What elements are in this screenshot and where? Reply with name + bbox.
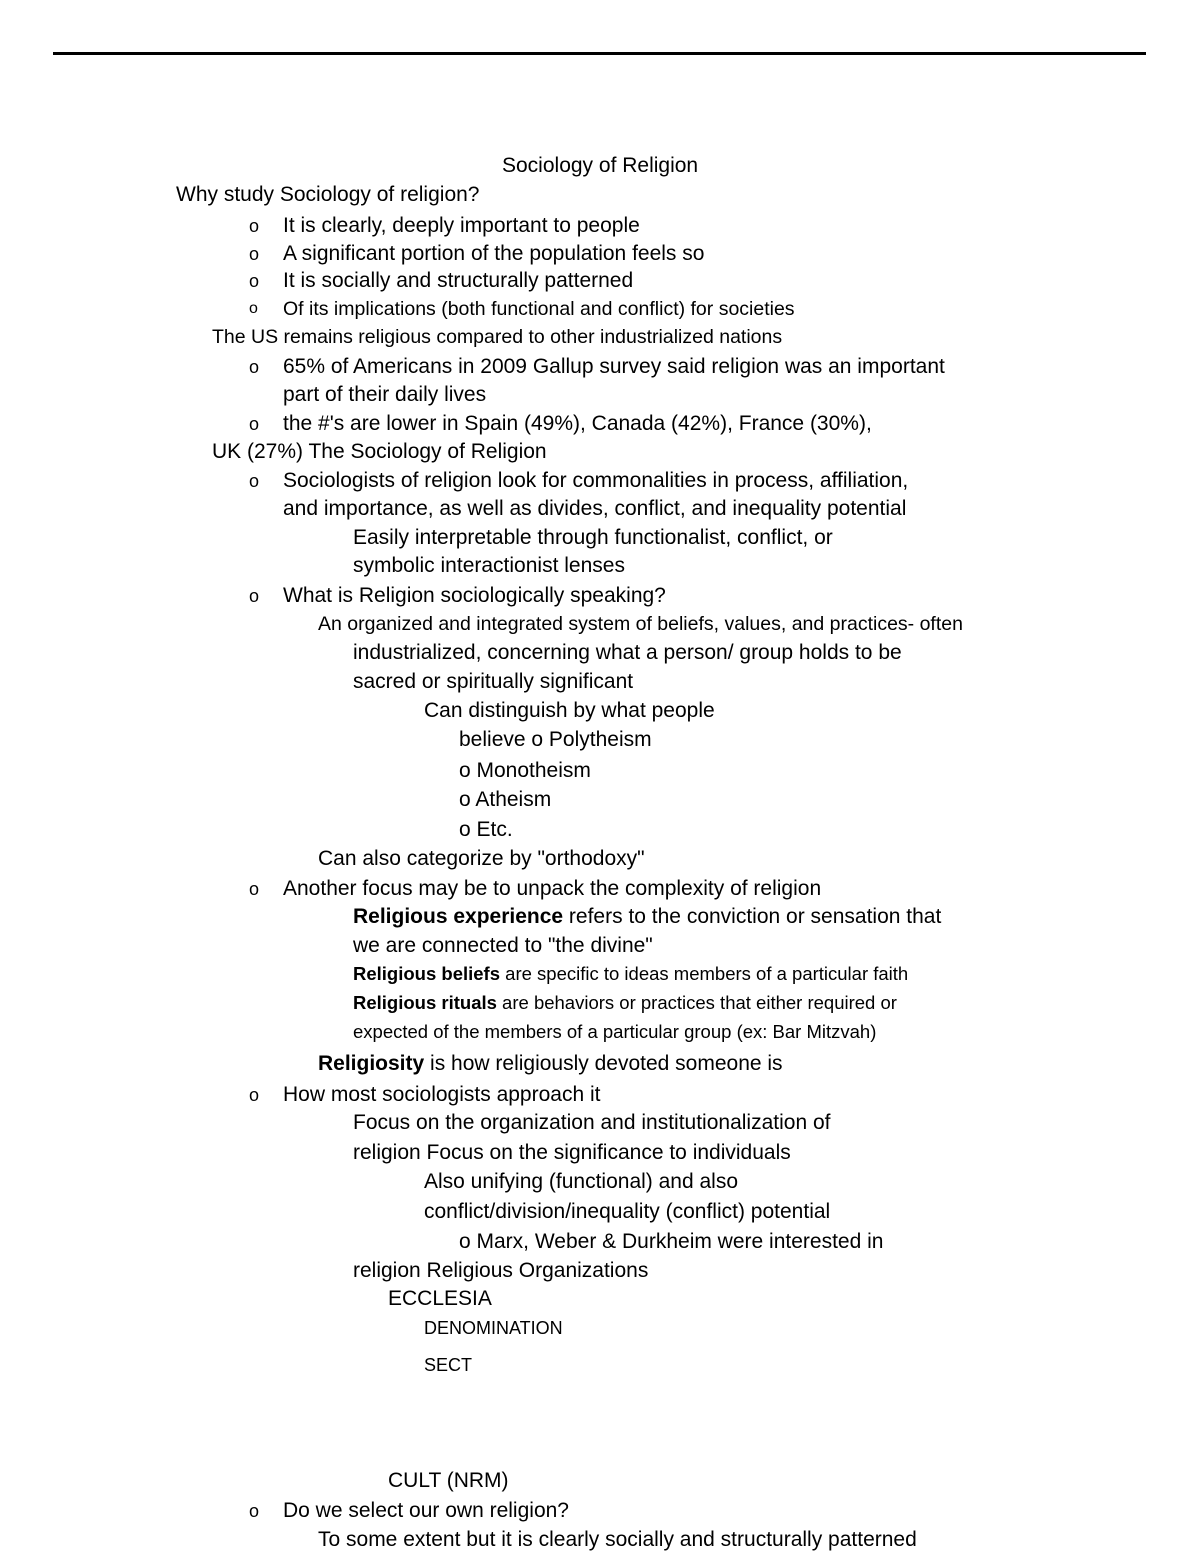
bullet-marker: o xyxy=(249,216,260,236)
list-item: Do we select our own religion? xyxy=(283,1499,569,1522)
bullet-marker: o xyxy=(249,244,260,264)
list-item: A significant portion of the population feels so xyxy=(283,242,705,265)
text-line: o Marx, Weber & Durkheim were interested in xyxy=(459,1230,884,1253)
text-line: religion Focus on the significance to individuals xyxy=(353,1141,791,1164)
text-line: conflict/division/inequality (conflict) potential xyxy=(424,1200,831,1223)
text-line: believe o Polytheism xyxy=(459,728,652,751)
text-line: religion Religious Organizations xyxy=(353,1259,649,1282)
list-item: It is clearly, deeply important to people xyxy=(283,214,640,237)
definition-text: refers to the conviction or sensation that xyxy=(563,905,942,928)
term: Religious beliefs xyxy=(353,963,501,984)
text-line: part of their daily lives xyxy=(283,383,487,406)
bullet-marker: o xyxy=(249,471,260,491)
definition-text: is how religiously devoted someone is xyxy=(424,1052,783,1075)
text-line: symbolic interactionist lenses xyxy=(353,554,625,577)
list-item: How most sociologists approach it xyxy=(283,1083,601,1106)
heading-why-study: Why study Sociology of religion? xyxy=(176,183,480,206)
bullet-marker: o xyxy=(249,357,260,377)
definition-line xyxy=(353,991,897,1015)
text-line: Can distinguish by what people xyxy=(424,699,715,722)
text-line: o Monotheism xyxy=(459,759,591,782)
definition-line xyxy=(318,1052,783,1076)
text-line: To some extent but it is clearly socially and structurally patterned xyxy=(318,1528,917,1551)
bullet-marker: o xyxy=(249,879,260,899)
term: Religiosity xyxy=(318,1052,425,1075)
list-item: 65% of Americans in 2009 Gallup survey said religion was an important xyxy=(283,355,945,378)
org-type-sect: SECT xyxy=(424,1355,473,1375)
bullet-marker: o xyxy=(249,1085,260,1105)
definition-line xyxy=(353,962,908,986)
text-line: Also unifying (functional) and also xyxy=(424,1170,739,1193)
text-line: industrialized, concerning what a person/ group holds to be xyxy=(353,641,902,664)
text-line: o Atheism xyxy=(459,788,552,811)
term: Religious rituals xyxy=(353,992,497,1013)
term: Religious experience xyxy=(353,905,564,928)
header-rule xyxy=(53,52,1146,55)
list-item: Of its implications (both functional and conflict) for societies xyxy=(283,298,795,320)
bullet-marker: o xyxy=(249,300,258,317)
text-line: An organized and integrated system of beliefs, values, and practices- often xyxy=(318,613,963,635)
definition-text: are behaviors or practices that either required or xyxy=(496,992,897,1013)
text-line: and importance, as well as divides, conflict, and inequality potential xyxy=(283,497,907,520)
definition-text: are specific to ideas members of a particular faith xyxy=(500,963,909,984)
text-line: UK (27%) The Sociology of Religion xyxy=(212,440,547,463)
text-line: The US remains religious compared to other industrialized nations xyxy=(212,326,783,348)
list-item: Another focus may be to unpack the complexity of religion xyxy=(283,877,822,900)
definition-line xyxy=(353,905,941,929)
bullet-marker: o xyxy=(249,271,260,291)
org-type-ecclesia: ECCLESIA xyxy=(388,1287,492,1310)
text-line: Can also categorize by "orthodoxy" xyxy=(318,847,645,870)
bullet-marker: o xyxy=(249,1501,260,1521)
bullet-marker: o xyxy=(249,586,260,606)
text-line: sacred or spiritually significant xyxy=(353,670,634,693)
list-item: Sociologists of religion look for commonalities in process, affiliation, xyxy=(283,469,909,492)
page-title: Sociology of Religion xyxy=(502,154,699,177)
org-type-denomination: DENOMINATION xyxy=(424,1318,563,1338)
text-line: Easily interpretable through functionalist, conflict, or xyxy=(353,526,833,549)
bullet-marker: o xyxy=(249,414,260,434)
text-line: o Etc. xyxy=(459,818,513,841)
text-line: Focus on the organization and institutionalization of xyxy=(353,1111,831,1134)
list-item: the #'s are lower in Spain (49%), Canada (42%), France (30%), xyxy=(283,412,872,435)
text-line: expected of the members of a particular group (ex: Bar Mitzvah) xyxy=(353,1021,877,1042)
text-line: we are connected to "the divine" xyxy=(353,934,653,957)
list-item: It is socially and structurally patterned xyxy=(283,269,634,292)
org-type-cult: CULT (NRM) xyxy=(388,1469,509,1492)
list-item: What is Religion sociologically speaking? xyxy=(283,584,666,607)
